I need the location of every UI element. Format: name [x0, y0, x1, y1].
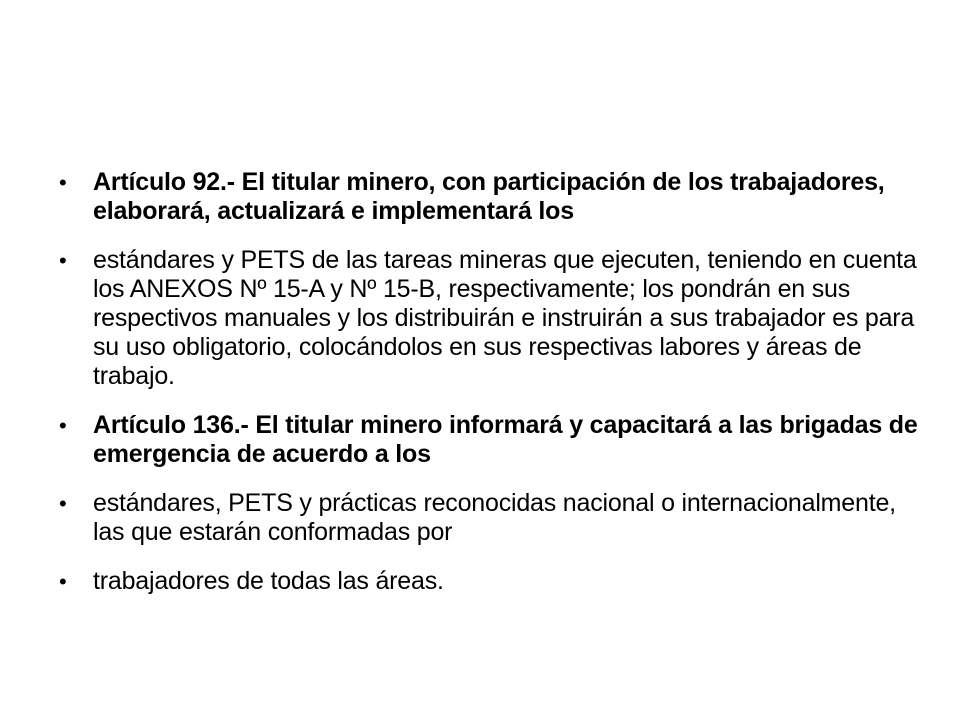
bullet-list — [58, 168, 918, 616]
bullet-item — [58, 567, 918, 596]
bullet-item — [58, 411, 918, 469]
bullet-dot-icon: • — [59, 569, 67, 594]
bullet-dot-icon: • — [59, 413, 67, 438]
bullet-dot-icon: • — [59, 248, 67, 273]
bullet-text: estándares y PETS de las tareas mineras que ejecuten, teniendo en cuenta los ANEXOS Nº 15-A y Nº 15-B, respectivamente; los pondrán en sus respectivos manuales y los distribuirán e instruirán a sus trabajador es para su uso obligatorio, colocándolos en sus respectivas labores y áreas de trabajo. — [93, 246, 917, 390]
bullet-text: estándares, PETS y prácticas reconocidas nacional o internacionalmente, las que estarán conformadas por — [93, 489, 896, 546]
bullet-item — [58, 489, 918, 547]
bullet-item — [58, 168, 918, 226]
bullet-text: trabajadores de todas las áreas. — [93, 567, 444, 595]
bullet-text: Artículo 136.- El titular minero informará y capacitará a las brigadas de emergencia de acuerdo a los — [93, 411, 918, 468]
bullet-text: Artículo 92.- El titular minero, con participación de los trabajadores, elaborará, actualizará e implementará los — [93, 168, 885, 225]
bullet-dot-icon: • — [59, 170, 67, 195]
bullet-dot-icon: • — [59, 491, 67, 516]
bullet-item — [58, 246, 918, 391]
